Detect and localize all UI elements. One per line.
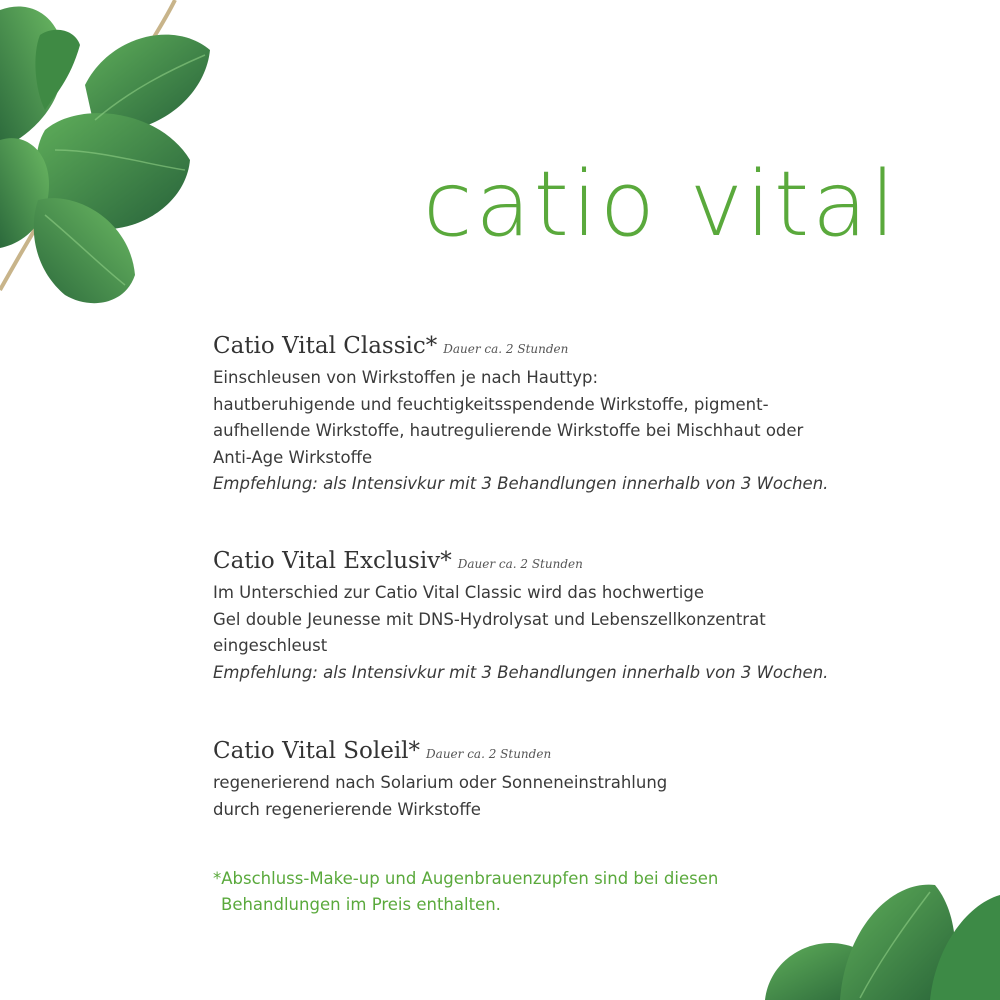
footnote [213, 866, 773, 918]
treatment-heading-row [213, 330, 913, 365]
treatment-heading-row [213, 545, 913, 580]
treatment-heading: Catio Vital Soleil* [213, 738, 421, 764]
page-title: catio vital [423, 152, 899, 257]
footnote-line-2: Behandlungen im Preis enthalten. [221, 895, 501, 914]
description-line: aufhellende Wirkstoffe, hautregulierende Wirkstoffe bei Mischhaut oder [213, 421, 804, 440]
treatment-heading: Catio Vital Exclusiv* [213, 548, 452, 574]
description-line: Anti-Age Wirkstoffe [213, 447, 373, 467]
treatment-duration: Dauer ca. 2 Stunden [443, 342, 569, 356]
recommendation-text: Empfehlung: als Intensivkur mit 3 Behandlungen innerhalb von 3 Wochen. [213, 662, 829, 682]
treatment-duration: Dauer ca. 2 Stunden [457, 557, 583, 571]
description-line: eingeschleust [213, 636, 328, 655]
description-line: Gel double Jeunesse mit DNS-Hydrolysat und Lebenszellkonzentrat [213, 609, 766, 629]
treatment-classic [213, 330, 913, 498]
treatment-heading-row [213, 735, 913, 770]
description-line: Einschleusen von Wirkstoffen je nach Hauttyp: [213, 368, 599, 387]
treatment-exclusiv [213, 545, 913, 686]
footnote-line-1: *Abschluss-Make-up und Augenbrauenzupfen sind bei diesen [213, 869, 719, 888]
treatment-heading: Catio Vital Classic* [213, 333, 438, 359]
description-line: Im Unterschied zur Catio Vital Classic wird das hochwertige [213, 583, 705, 602]
description-line: regenerierend nach Solarium oder Sonneneinstrahlung [213, 773, 668, 792]
recommendation-text: Empfehlung: als Intensivkur mit 3 Behandlungen innerhalb von 3 Wochen. [213, 474, 829, 493]
description-line: hautberuhigende und feuchtigkeitsspendende Wirkstoffe, pigment- [213, 394, 769, 414]
leaves-top-decoration [0, 0, 230, 320]
treatment-soleil [213, 735, 913, 823]
leaves-bottom-decoration [760, 870, 1000, 1000]
description-line: durch regenerierende Wirkstoffe [213, 799, 481, 819]
treatment-duration: Dauer ca. 2 Stunden [426, 747, 552, 761]
